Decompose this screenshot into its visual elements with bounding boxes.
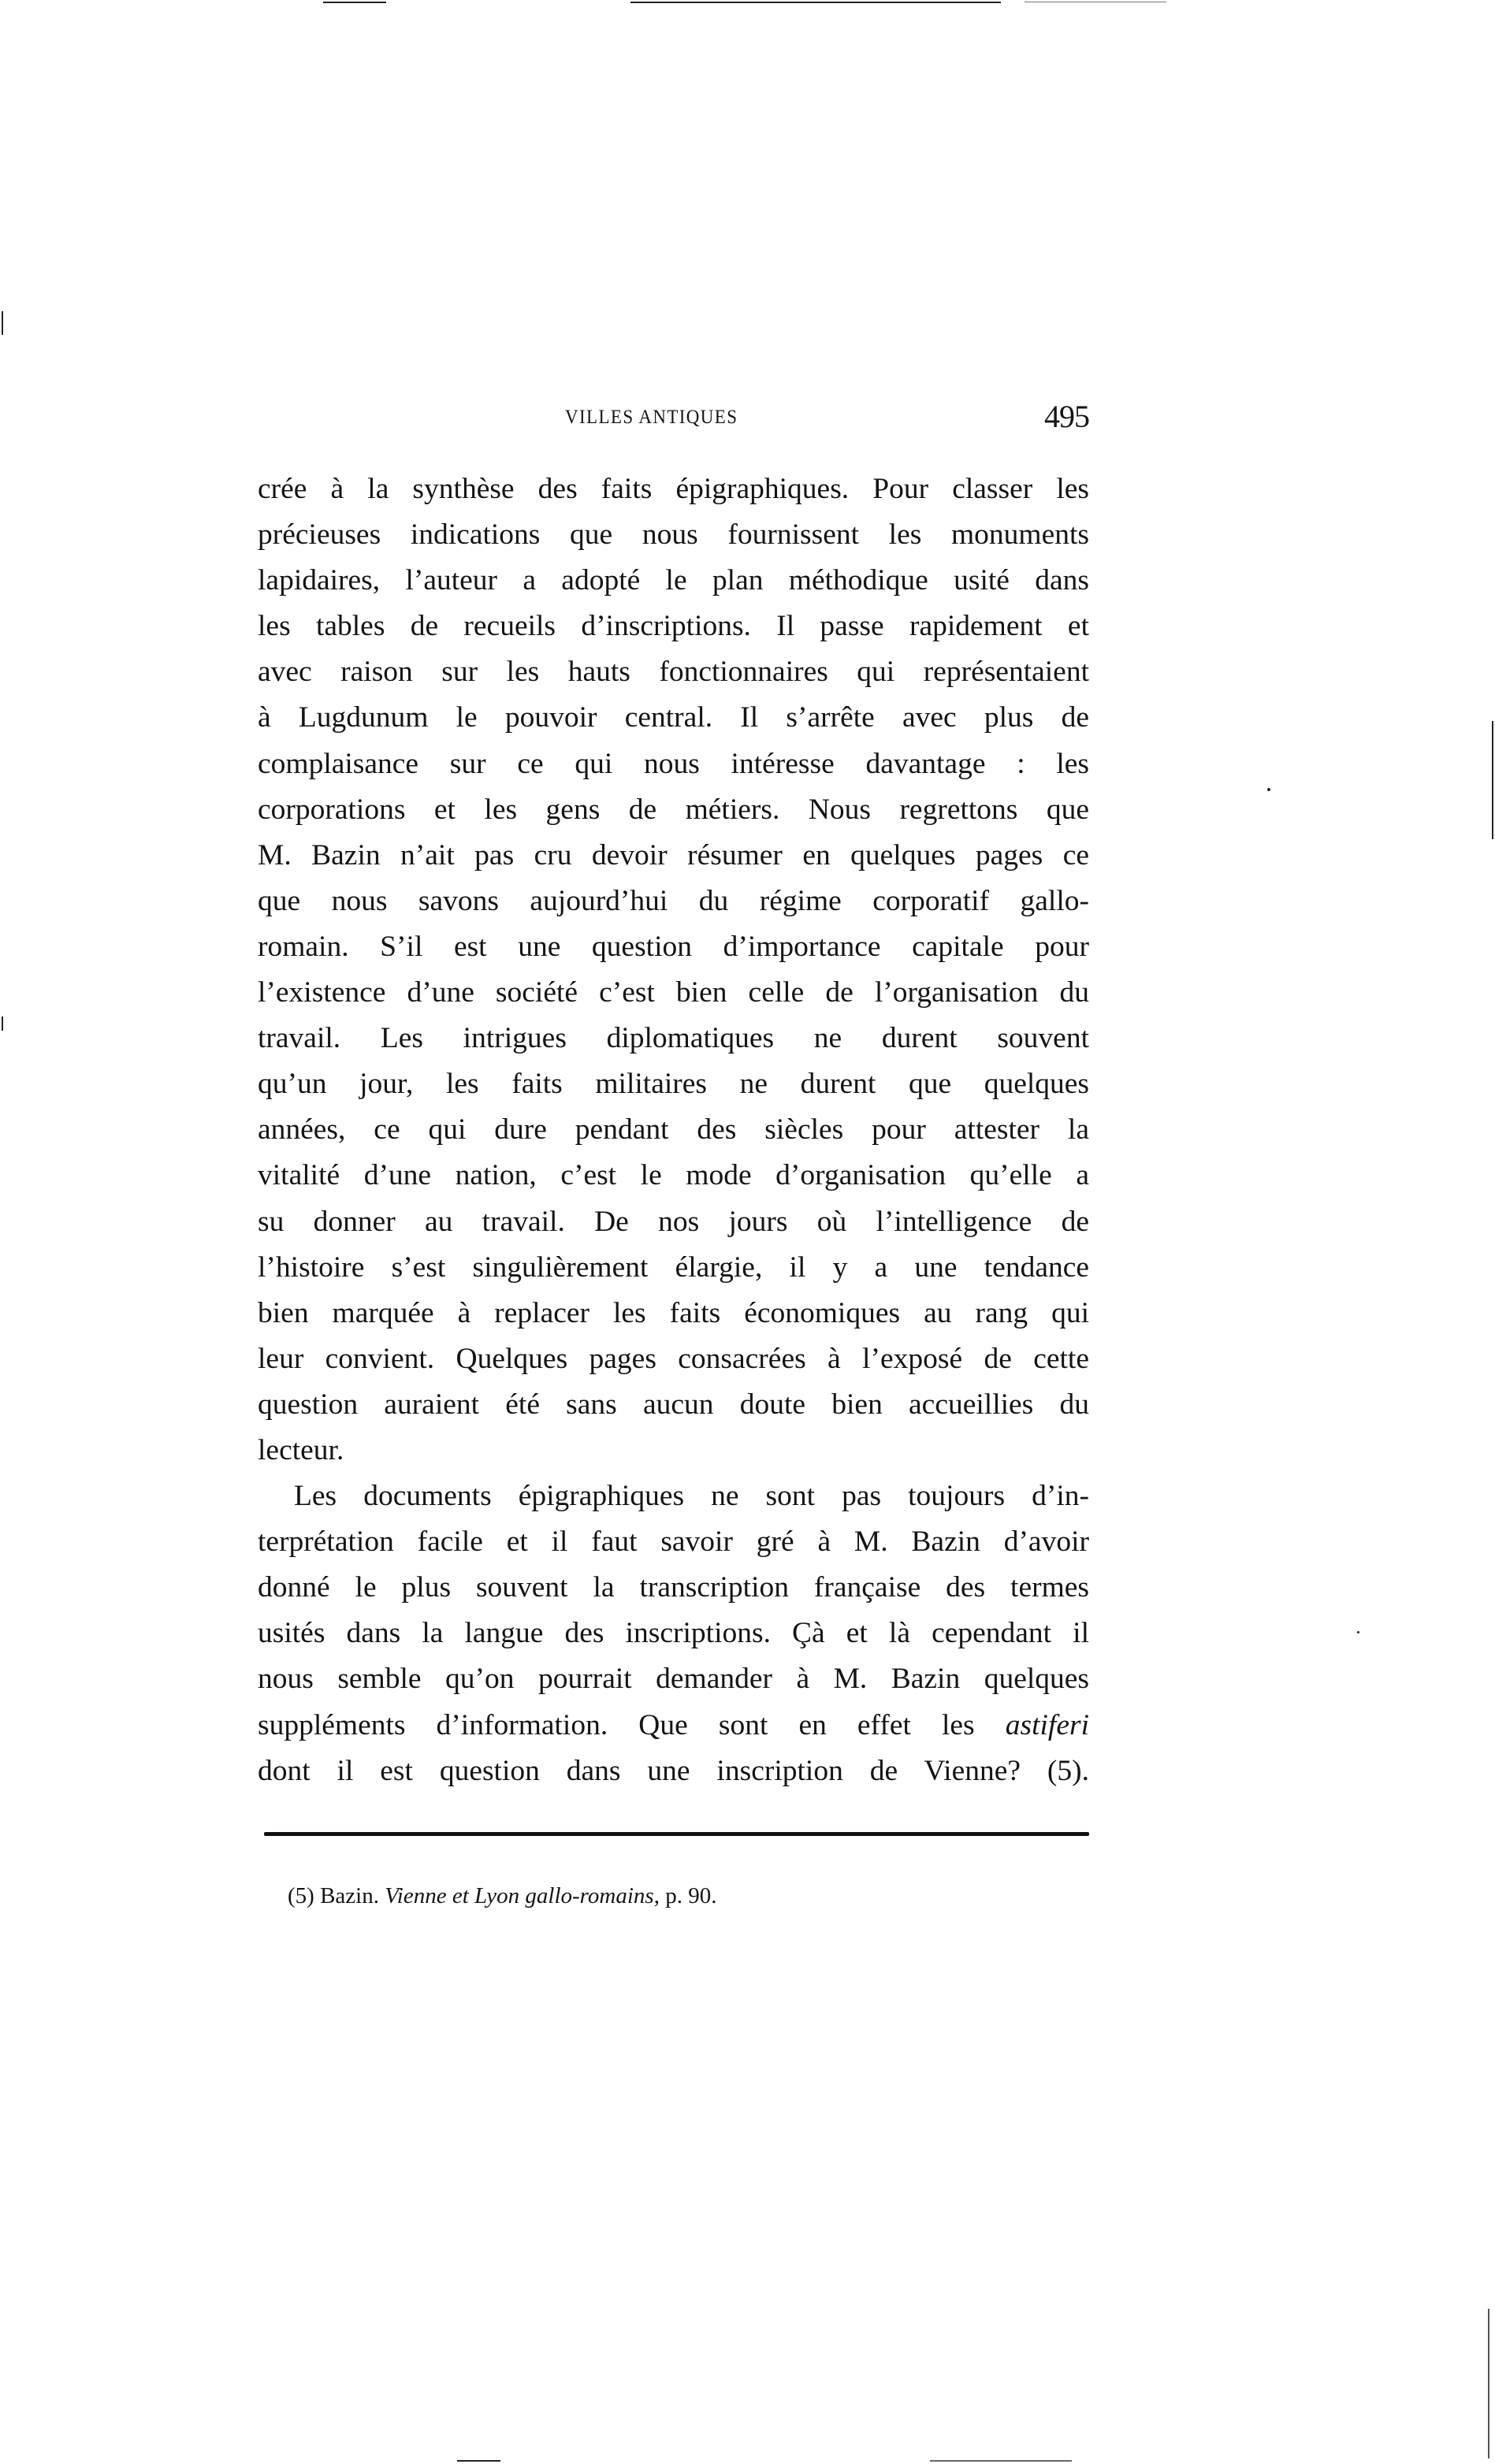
- text-line: les tables de recueils d’inscriptions. Il passe rapidement et: [258, 610, 1089, 643]
- text-line: bien marquée à replacer les faits économiques au rang qui: [258, 1296, 1089, 1329]
- italic-term: astiferi: [1005, 1708, 1089, 1741]
- footnote-separator-rule: [264, 1832, 1089, 1836]
- scan-speck: [1267, 788, 1270, 791]
- text-line: crée à la synthèse des faits épigraphiques. Pour classer les: [258, 473, 1089, 505]
- text-line: usités dans la langue des inscriptions. Çà et là cependant il: [258, 1617, 1089, 1650]
- text-line: lapidaires, l’auteur a adopté le plan méthodique usité dans: [258, 564, 1089, 597]
- text-segment: suppléments d’information. Que sont en effet les: [258, 1708, 1006, 1741]
- text-line: travail. Les intrigues diplomatiques ne durent souvent: [258, 1022, 1089, 1055]
- text-line: terprétation facile et il faut savoir gré à M. Bazin d’avoir: [258, 1526, 1089, 1559]
- text-line: leur convient. Quelques pages consacrées à l’exposé de cette: [258, 1342, 1089, 1375]
- scan-edge-mark: [630, 2, 1001, 3]
- page-number: 495: [1044, 399, 1089, 434]
- text-line: dont il est question dans une inscription de Vienne? (5).: [258, 1754, 1089, 1787]
- text-line: précieuses indications que nous fournissent les monuments: [258, 518, 1089, 552]
- footnote-page-ref: , p. 90.: [653, 1883, 717, 1908]
- footnote-author: Bazin.: [320, 1883, 379, 1908]
- footnote-title: Vienne et Lyon gallo-romains: [385, 1883, 654, 1908]
- paragraph-1: [258, 466, 1089, 1474]
- text-line: lecteur.: [258, 1433, 344, 1466]
- scan-edge-mark: [2, 311, 3, 335]
- text-line: avec raison sur les hauts fonctionnaires qui représentaient: [258, 656, 1089, 689]
- text-line: complaisance sur ce qui nous intéresse davantage : les: [258, 747, 1089, 780]
- scan-edge-mark: [2, 1016, 3, 1031]
- footnote-marker: (5): [288, 1883, 314, 1908]
- running-title: VILLES ANTIQUES: [565, 407, 738, 428]
- scan-edge-mark: [930, 2460, 1072, 2462]
- text-line: donné le plus souvent la transcription française des termes: [258, 1571, 1089, 1604]
- scan-edge-mark: [323, 2, 386, 3]
- body-text: [258, 466, 1089, 1794]
- paragraph-2: [258, 1474, 1089, 1794]
- scan-edge-mark: [1488, 2309, 1489, 2458]
- footnote: [288, 1882, 716, 1910]
- text-line: M. Bazin n’ait pas cru devoir résumer en quelques pages ce: [258, 838, 1089, 872]
- text-line: question auraient été sans aucun doute bien accueillies du: [258, 1388, 1089, 1421]
- text-line: Les documents épigraphiques ne sont pas toujours d’in-: [294, 1480, 1089, 1513]
- text-line: vitalité d’une nation, c’est le mode d’organisation qu’elle a: [258, 1159, 1089, 1192]
- running-head: [258, 400, 1089, 435]
- scan-edge-mark: [457, 2460, 500, 2462]
- text-line: su donner au travail. De nos jours où l’intelligence de: [258, 1205, 1089, 1238]
- text-line: à Lugdunum le pouvoir central. Il s’arrête avec plus de: [258, 701, 1089, 734]
- text-line: [258, 1703, 1089, 1749]
- text-line: que nous savons aujourd’hui du régime corporatif gallo-: [258, 884, 1089, 917]
- scan-speck: [1357, 1631, 1359, 1633]
- text-line: qu’un jour, les faits militaires ne durent que quelques: [258, 1068, 1089, 1101]
- text-line: l’histoire s’est singulièrement élargie, il y a une tendance: [258, 1251, 1089, 1284]
- scan-edge-mark: [1492, 721, 1493, 839]
- text-line: l’existence d’une société c’est bien celle de l’organisation du: [258, 976, 1089, 1009]
- text-line: années, ce qui dure pendant des siècles pour attester la: [258, 1113, 1089, 1147]
- text-line: corporations et les gens de métiers. Nous regrettons que: [258, 793, 1089, 826]
- text-line: nous semble qu’on pourrait demander à M. Bazin quelques: [258, 1663, 1089, 1696]
- text-line: romain. S’il est une question d’importance capitale pour: [258, 930, 1089, 963]
